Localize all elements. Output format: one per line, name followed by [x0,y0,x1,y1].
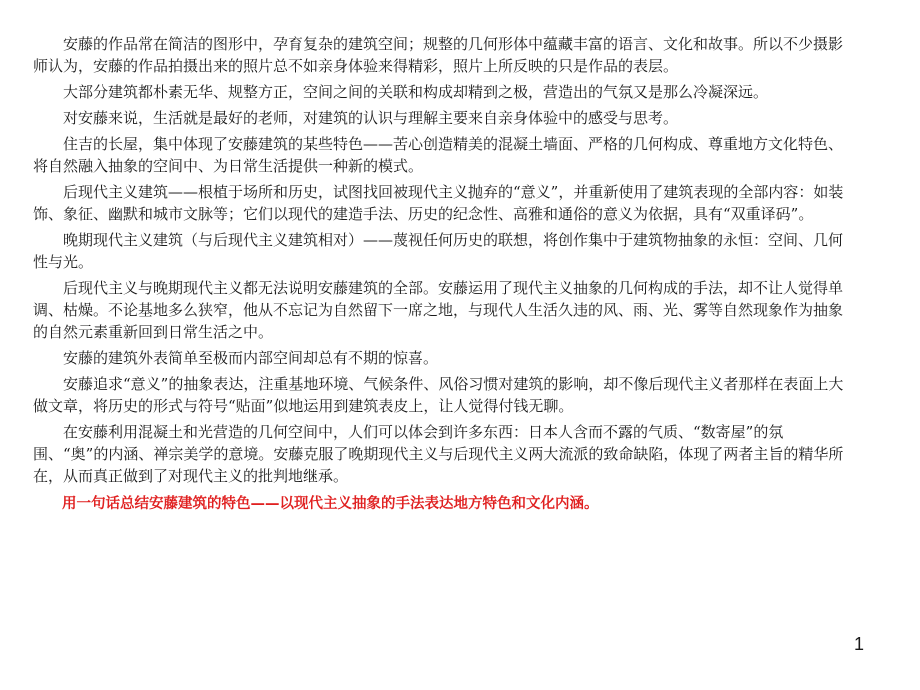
paragraph-7: 后现代主义与晚期现代主义都无法说明安藤建筑的全部。安藤运用了现代主义抽象的几何构成的手法，却不让人觉得单调、枯燥。不论基地多么狭窄，他从不忘记为自然留下一席之地，与现代人生活久违的风、雨、光、雾等自然现象作为抽象的自然元素重新回到日常生活之中。 [33,279,844,341]
text-body [33,33,845,519]
page-number: 1 [853,634,864,654]
paragraph-9: 安藤追求“意义”的抽象表达，注重基地环境、气候条件、风俗习惯对建筑的影响，却不像后现代主义者那样在表面上大做文章，将历史的形式与符号“贴面”似地运用到建筑表皮上，让人觉得付钱无聊。 [33,375,844,415]
paragraph-1: 安藤的作品常在简洁的图形中，孕育复杂的建筑空间；规整的几何形体中蕴藏丰富的语言、文化和故事。所以不少摄影师认为，安藤的作品拍摄出来的照片总不如亲身体验来得精彩，照片上所反映的只是作品的表层。 [33,35,844,75]
paragraph-3: 对安藤来说，生活就是最好的老师，对建筑的认识与理解主要来自亲身体验中的感受与思考。 [63,109,679,127]
paragraph-2: 大部分建筑都朴素无华、规整方正，空间之间的关联和构成却精到之极，营造出的气氛又是那么冷凝深远。 [63,83,769,101]
paragraph-4: 住吉的长屋，集中体现了安藤建筑的某些特色——苦心创造精美的混凝土墙面、严格的几何构成、尊重地方文化特色、将自然融入抽象的空间中、为日常生活提供一种新的模式。 [33,135,844,175]
paragraph-10: 在安藤利用混凝土和光营造的几何空间中，人们可以体会到许多东西：日本人含而不露的气质、“数寄屋”的氛围、“奥”的内涵、禅宗美学的意境。安藤克服了晚期现代主义与后现代主义两大流派的致命缺陷，体现了两者主旨的精华所在，从而真正做到了对现代主义的批判地继承。 [33,423,844,485]
summary-statement: 用一句话总结安藤建筑的特色——以现代主义抽象的手法表达地方特色和文化内涵。 [62,496,599,512]
paragraph-8: 安藤的建筑外表简单至极而内部空间却总有不期的惊喜。 [63,349,439,367]
paragraph-5: 后现代主义建筑——根植于场所和历史，试图找回被现代主义抛弃的“意义”，并重新使用了建筑表现的全部内容：如装饰、象征、幽默和城市文脉等；它们以现代的建造手法、历史的纪念性、高雅和通俗的意义为依据，具有“双重译码”。 [33,183,844,223]
paragraph-6: 晚期现代主义建筑（与后现代主义建筑相对）——蔑视任何历史的联想，将创作集中于建筑物抽象的永恒：空间、几何性与光。 [33,231,844,271]
